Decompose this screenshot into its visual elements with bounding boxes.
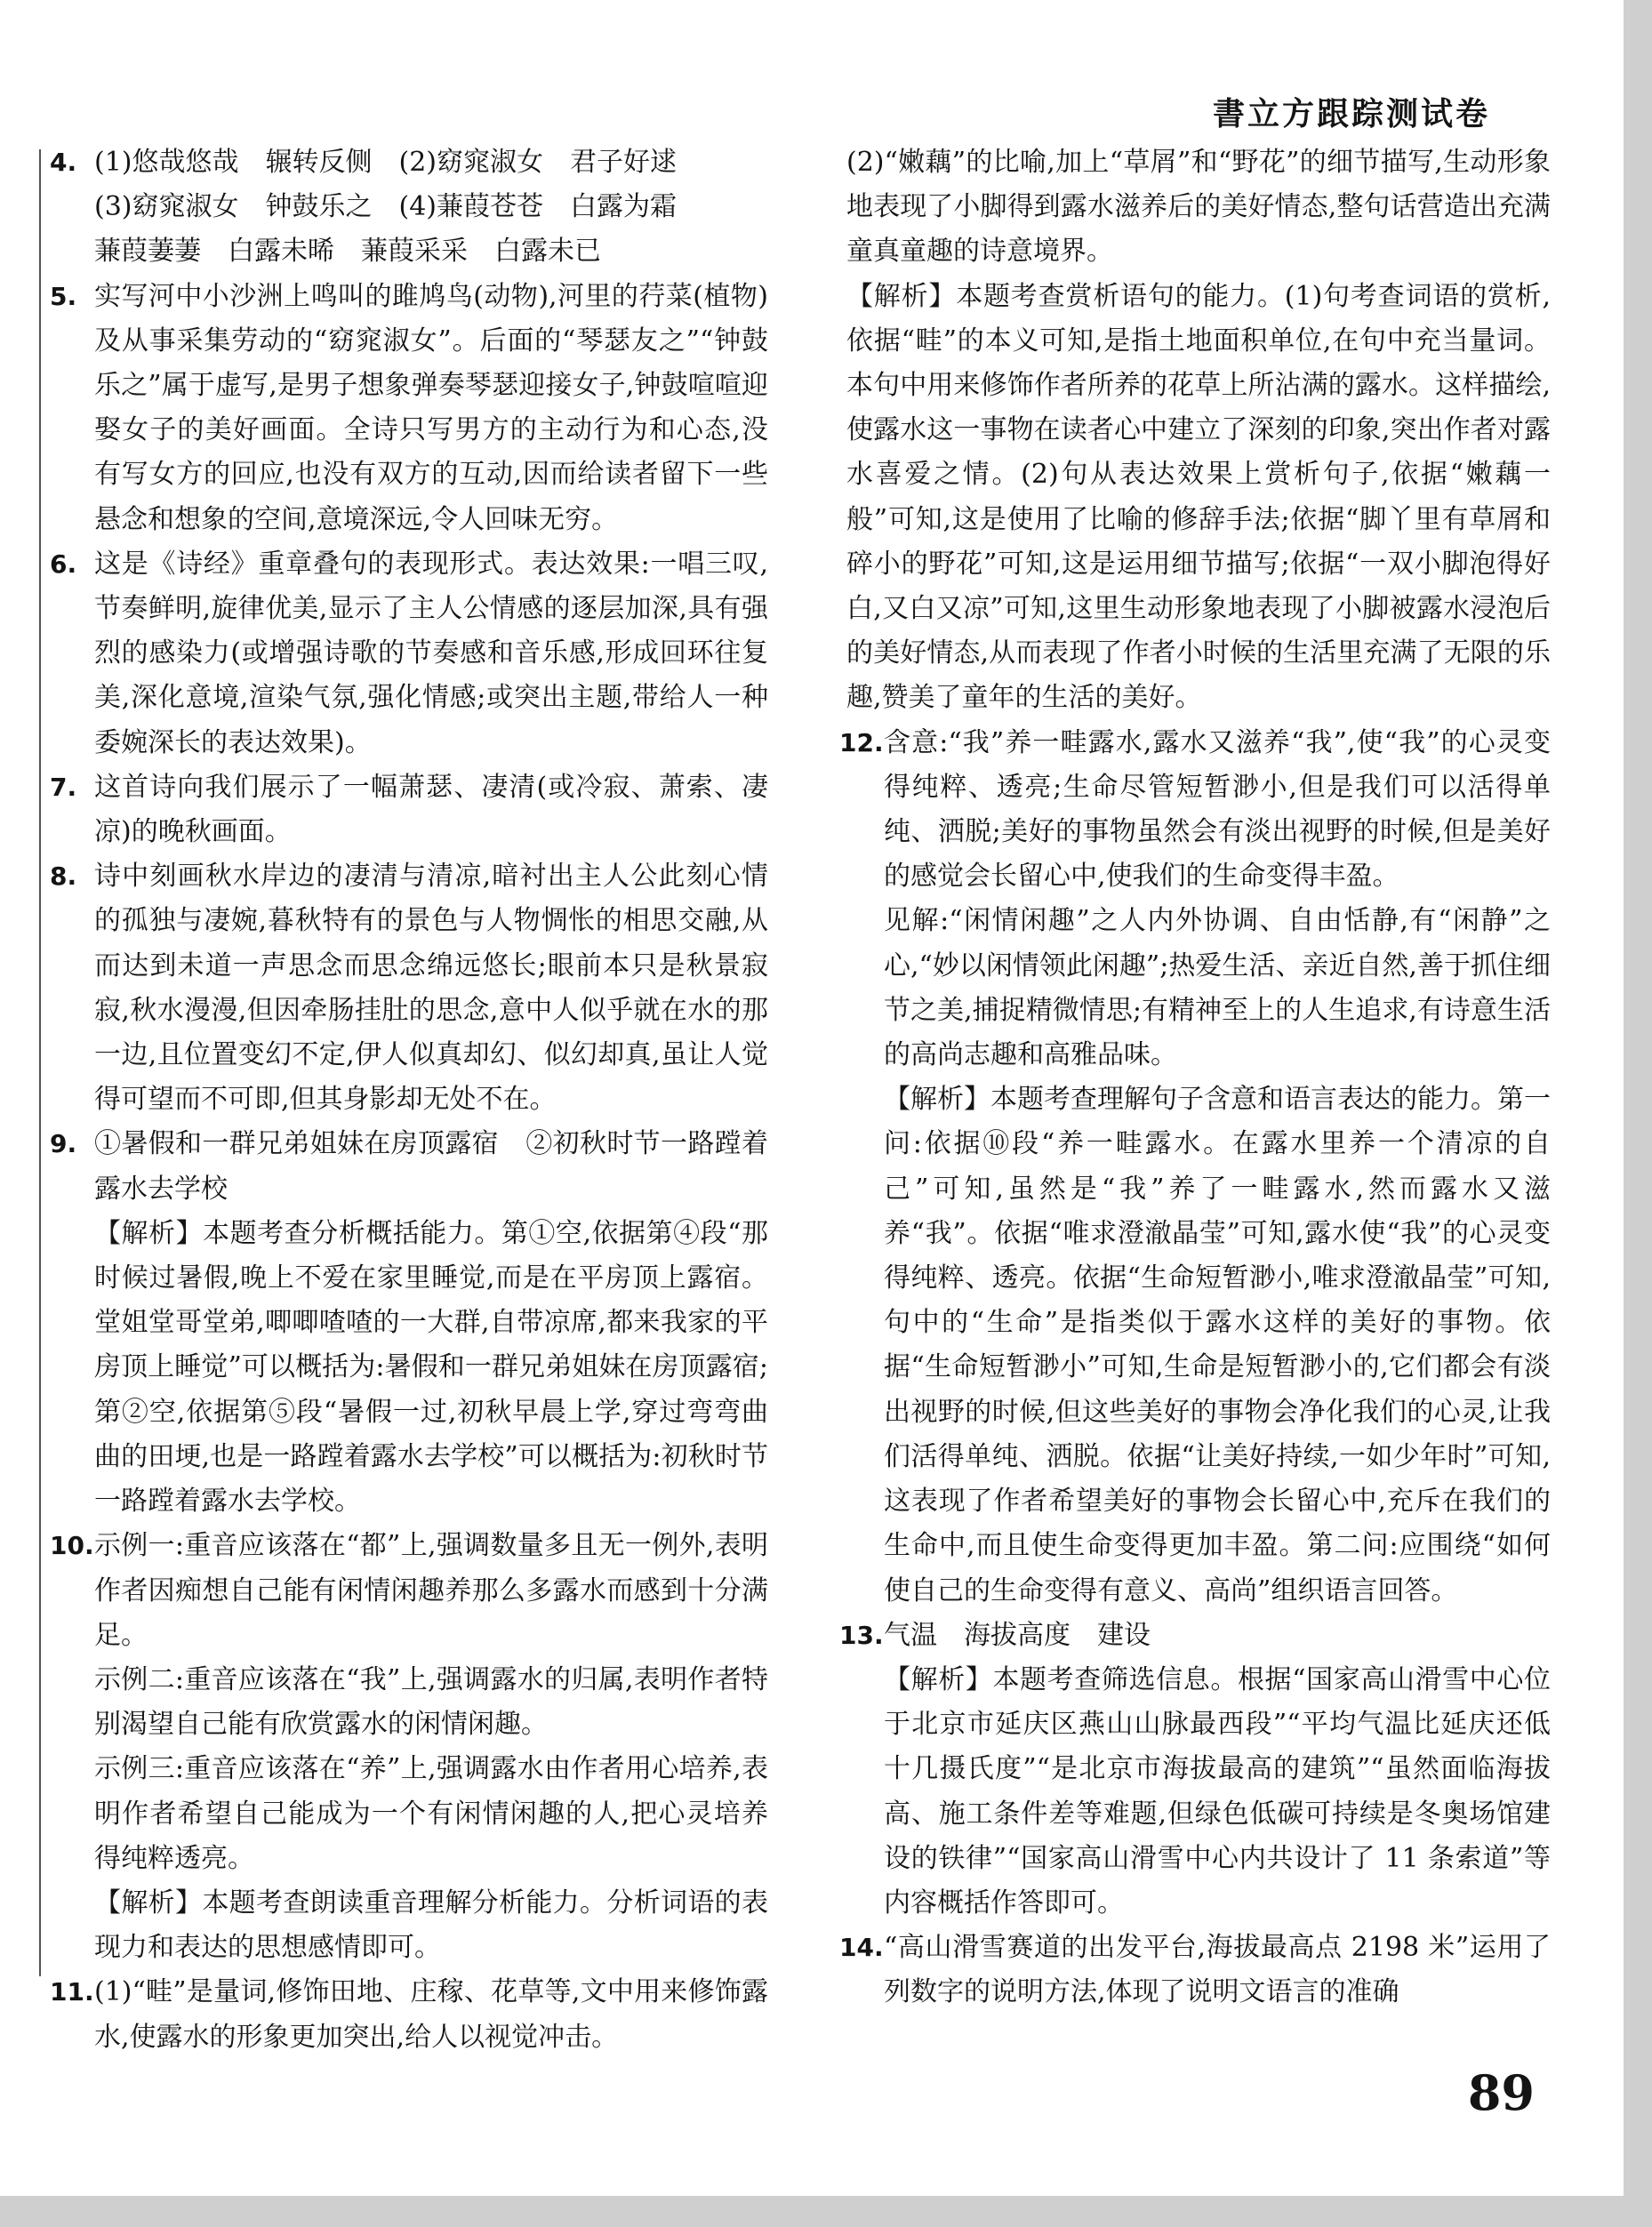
answer-paragraph: 含意:“我”养一畦露水,露水又滋养“我”,使“我”的心灵变得纯粹、透亮;生命尽管短暂渺小,但是我们可以活得单纯、洒脱;美好的事物虽然会有淡出视野的时候,但是美好的感觉会长留心中,使我们的生命变得丰盈。 [884, 726, 1551, 893]
answer-item [839, 721, 1551, 1614]
answer-number: 13. [839, 1620, 884, 1650]
answer-paragraph: 【解析】本题考查筛选信息。根据“国家高山滑雪中心位于北京市延庆区燕山山脉最西段”“平均气温比延庆还低十几摄氏度”“是北京市海拔最高的建筑”“虽然面临海拔高、施工条件差等难题,但绿色低碳可持续是冬奥场馆建设的铁律”“国家高山滑雪中心内共设计了 11 条索道”等内容概括作答即可。 [884, 1663, 1551, 1919]
answer-number: 7. [50, 772, 77, 802]
answer-item [50, 140, 768, 275]
answer-paragraph: 蒹葭萋萋 白露未晞 蒹葭采采 白露未已 [94, 236, 601, 268]
answer-number: 12. [839, 727, 884, 757]
answer-item [50, 765, 768, 854]
answer-paragraph: (1)悠哉悠哉 辗转反侧 (2)窈窕淑女 君子好逑 [94, 147, 677, 178]
left-margin-rule [39, 149, 41, 1976]
answer-paragraph: (1)“畦”是量词,修饰田地、庄稼、花草等,文中用来修饰露水,使露水的形象更加突出,给人以视觉冲击。 [94, 1976, 768, 2053]
answer-paragraph: 气温 海拔高度 建设 [884, 1619, 1151, 1651]
answer-paragraph: 示例二:重音应该落在“我”上,强调露水的归属,表明作者特别渴望自己能有欣赏露水的闲情闲趣。 [94, 1663, 768, 1741]
answer-number: 9. [50, 1129, 77, 1159]
answer-paragraph: 实写河中小沙洲上鸣叫的雎鸠鸟(动物),河里的荇菜(植物)及从事采集劳动的“窈窕淑女”。后面的“琴瑟友之”“钟鼓乐之”属于虚写,是男子想象弹奏琴瑟迎接女子,钟鼓喧喧迎娶女子的美好画面。全诗只写男方的主动行为和心态,没有写女方的回应,也没有双方的互动,因而给读者留下一些悬念和想象的空间,意境深远,令人回味无穷。 [94, 280, 768, 535]
answer-paragraph: 见解:“闲情闲趣”之人内外协调、自由恬静,有“闲静”之心,“妙以闲情领此闲趣”;热爱生活、亲近自然,善于抓住细节之美,捕捉精微情思;有精神至上的人生追求,有诗意生活的高尚志趣和高雅品味。 [884, 905, 1551, 1071]
page-number: 89 [1467, 2064, 1535, 2121]
answer-number: 5. [50, 281, 77, 311]
answer-number: 4. [50, 148, 77, 177]
answer-item [839, 1614, 1551, 1926]
answer-number: 10. [50, 1531, 94, 1561]
answer-paragraph: 示例三:重音应该落在“养”上,强调露水由作者用心培养,表明作者希望自己能成为一个有闲情闲趣的人,把心灵培养得纯粹透亮。 [94, 1753, 768, 1874]
page-header-title: 書立方跟踪测试卷 [1212, 96, 1490, 132]
answer-paragraph: 【解析】本题考查理解句子含意和语言表达的能力。第一问:依据⑩段“养一畦露水。在露水里养一个清凉的自己”可知,虽然是“我”养了一畦露水,然而露水又滋养“我”。依据“唯求澄澈晶莹”可知,露水使“我”的心灵变得纯粹、透亮。依据“生命短暂渺小,唯求澄澈晶莹”可知,句中的“生命”是指类似于露水这样的美好的事物。依据“生命短暂渺小”可知,生命是短暂渺小的,它们都会有淡出视野的时候,但这些美好的事物会净化我们的心灵,让我们活得单纯、洒脱。依据“让美好持续,一如少年时”可知,这表现了作者希望美好的事物会长留心中,充斥在我们的生命中,而且使生命变得更加丰盈。第二问:应围绕“如何使自己的生命变得有意义、高尚”组织语言回答。 [884, 1084, 1551, 1606]
answer-paragraph: 这是《诗经》重章叠句的表现形式。表达效果:一唱三叹,节奏鲜明,旋律优美,显示了主人公情感的逐层加深,具有强烈的感染力(或增强诗歌的节奏感和音乐感,形成回环往复美,深化意境,渲染气氛,强化情感;或突出主题,带给人一种委婉深长的表达效果)。 [94, 548, 768, 758]
answer-number: 14. [839, 1933, 884, 1963]
answer-paragraph: 【解析】本题考查分析概括能力。第①空,依据第④段“那时候过暑假,晚上不爱在家里睡觉,而是在平房顶上露宿。堂姐堂哥堂弟,唧唧喳喳的一大群,自带凉席,都来我家的平房顶上睡觉”可以概括为:暑假和一群兄弟姐妹在房顶露宿;第②空,依据第⑤段“暑假一过,初秋早晨上学,穿过弯弯曲曲的田埂,也是一路蹚着露水去学校”可以概括为:初秋时节一路蹚着露水去学校。 [94, 1217, 768, 1518]
answer-item [50, 275, 768, 542]
answer-number: 6. [50, 549, 77, 579]
answer-paragraph: 【解析】本题考查赏析语句的能力。(1)句考查词语的赏析,依据“畦”的本义可知,是指土地面积单位,在句中充当量词。本句中用来修饰作者所养的花草上所沾满的露水。这样描绘,使露水这一事物在读者心中建立了深刻的印象,突出作者对露水喜爱之情。(2)句从表达效果上赏析句子,依据“嫩藕一般”可知,这是使用了比喻的修辞手法;依据“脚丫里有草屑和碎小的野花”可知,这是运用细节描写;依据“一双小脚泡得好白,又白又凉”可知,这里生动形象地表现了小脚被露水浸泡后的美好情态,从而表现了作者小时候的生活里充满了无限的乐趣,赞美了童年的生活的美好。 [846, 280, 1551, 714]
answer-paragraph: 【解析】本题考查朗读重音理解分析能力。分析词语的表现力和表达的思想感情即可。 [94, 1887, 768, 1964]
answer-item [50, 1524, 768, 1970]
answer-paragraph: (3)窈窕淑女 钟鼓乐之 (4)蒹葭苍苍 白露为霜 [94, 191, 677, 223]
answer-paragraph: ①暑假和一群兄弟姐妹在房顶露宿 ②初秋时节一路蹚着露水去学校 [94, 1128, 768, 1205]
answer-item [50, 1970, 768, 2059]
answer-item [839, 140, 1551, 721]
answer-item [839, 1926, 1551, 2015]
right-column [839, 140, 1551, 2015]
answer-number: 11. [50, 1977, 94, 2007]
answer-paragraph: “高山滑雪赛道的出发平台,海拔最高点 2198 米”运用了列数字的说明方法,体现了说明文语言的准确 [884, 1932, 1551, 2008]
answer-paragraph: 这首诗向我们展示了一幅萧瑟、凄清(或冷寂、萧索、凄凉)的晚秋画面。 [94, 771, 768, 848]
left-column [50, 140, 768, 2060]
answer-item [50, 1122, 768, 1524]
answer-paragraph: 示例一:重音应该落在“都”上,强调数量多且无一例外,表明作者因痴想自己能有闲情闲趣养那么多露水而感到十分满足。 [94, 1530, 768, 1651]
answer-paragraph: 诗中刻画秋水岸边的凄清与清凉,暗衬出主人公此刻心情的孤独与凄婉,暮秋特有的景色与人物惆怅的相思交融,从而达到未道一声思念而思念绵远悠长;眼前本只是秋景寂寂,秋水漫漫,但因牵肠挂肚的思念,意中人似乎就在水的那一边,且位置变幻不定,伊人似真却幻、似幻却真,虽让人觉得可望而不可即,但其身影却无处不在。 [94, 861, 768, 1116]
answer-paragraph: (2)“嫩藕”的比喻,加上“草屑”和“野花”的细节描写,生动形象地表现了小脚得到露水滋养后的美好情态,整句话营造出充满童真童趣的诗意境界。 [846, 147, 1551, 268]
answer-item [50, 854, 768, 1122]
answer-item [50, 542, 768, 765]
answer-number: 8. [50, 861, 77, 892]
